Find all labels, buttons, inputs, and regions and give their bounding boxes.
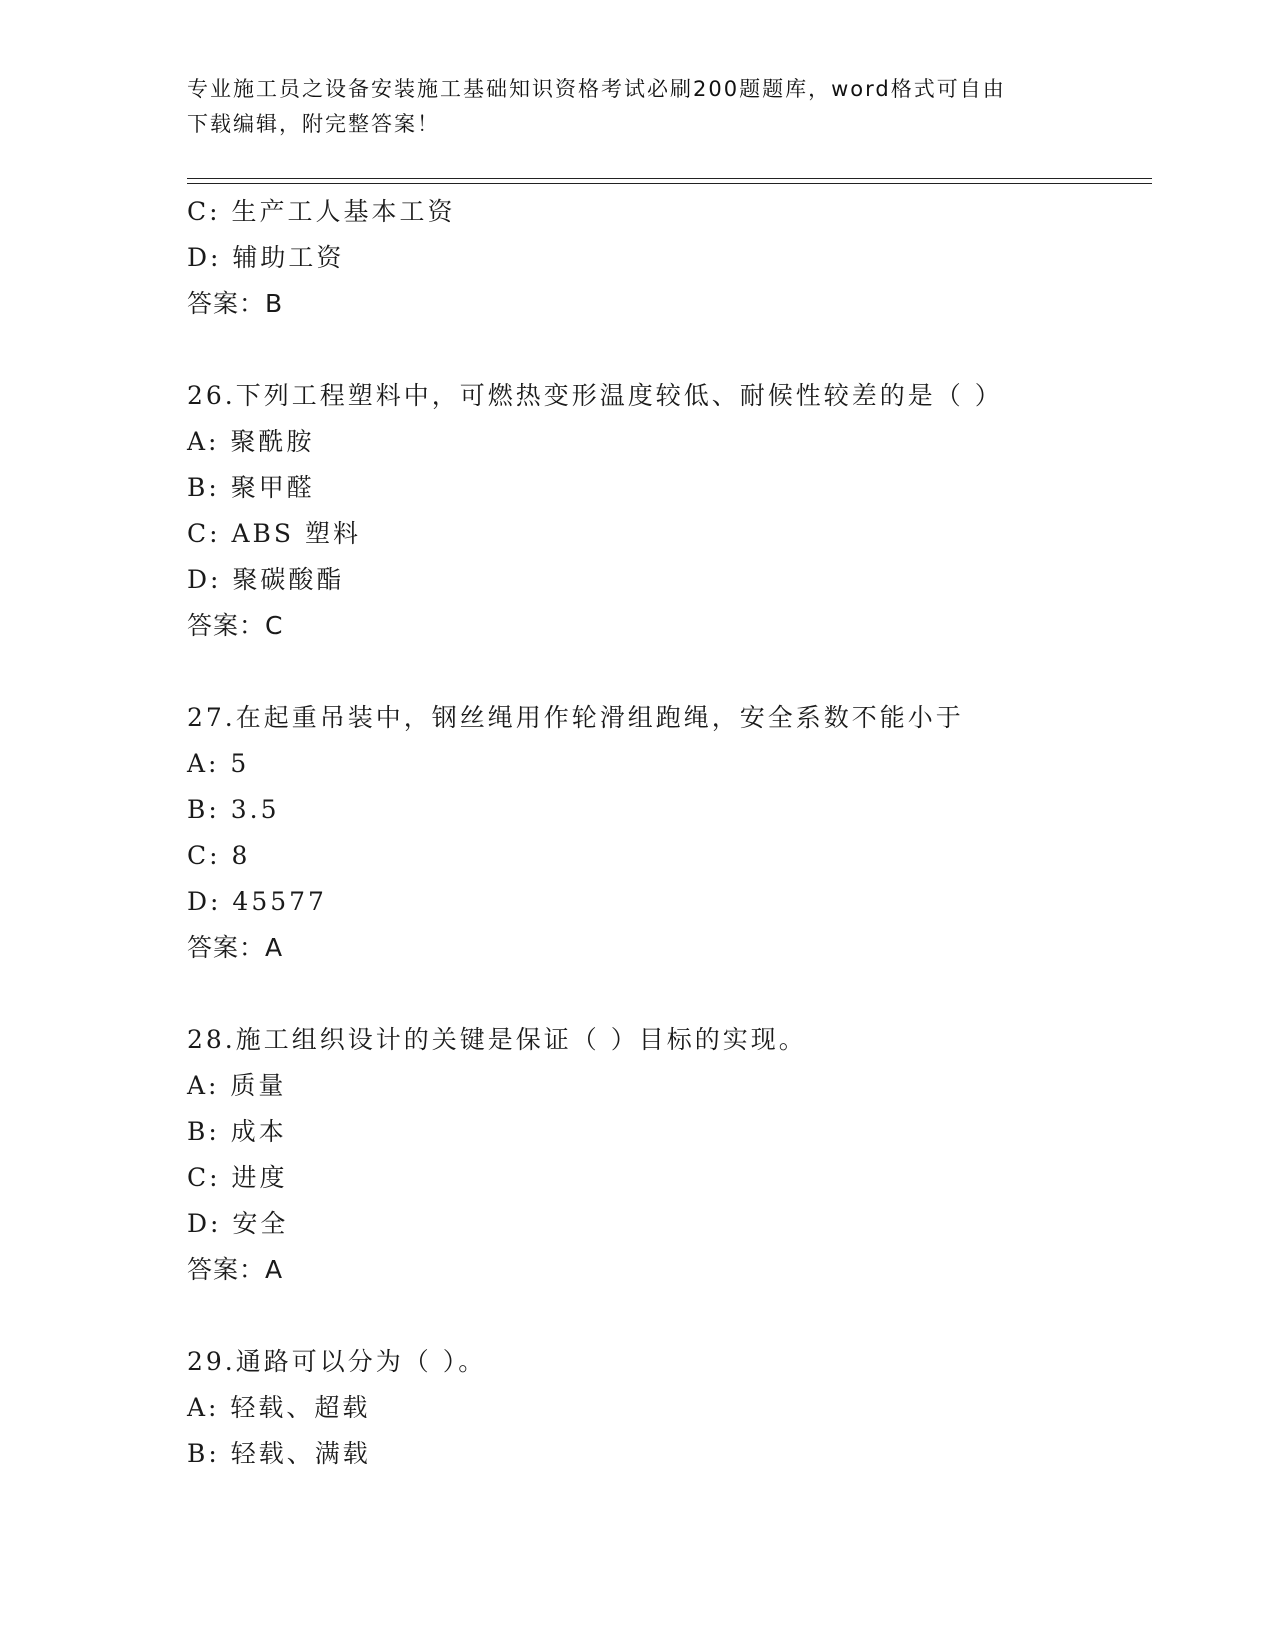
answer: 答案：C: [187, 611, 284, 640]
option-c: C: 生产工人基本工资: [187, 197, 456, 226]
option-a: A: 质量: [187, 1071, 287, 1100]
option-d: D: 聚碳酸酯: [187, 565, 345, 594]
question-28: [187, 1017, 1152, 1293]
question-text: 28.施工组织设计的关键是保证（ ）目标的实现。: [187, 1025, 807, 1054]
spacer: [187, 971, 1152, 1017]
option-c: C: 8: [187, 841, 251, 870]
spacer: [187, 1293, 1152, 1339]
question-text: 26.下列工程塑料中，可燃热变形温度较低、耐候性较差的是（ ）: [187, 381, 1003, 410]
answer: 答案：A: [187, 933, 284, 962]
spacer: [187, 327, 1152, 373]
option-b: B: 成本: [187, 1117, 287, 1146]
option-b: B: 聚甲醛: [187, 473, 315, 502]
question-27: [187, 695, 1152, 971]
answer: 答案：B: [187, 289, 284, 318]
question-25-fragment: [187, 189, 1152, 327]
option-a: A: 5: [187, 749, 250, 778]
option-d: D: 45577: [187, 887, 327, 916]
option-b: B: 轻载、满载: [187, 1439, 371, 1468]
header-line-2: 下载编辑，附完整答案！: [187, 112, 440, 136]
header-line-1: 专业施工员之设备安装施工基础知识资格考试必刷200题题库，word格式可自由: [187, 77, 1006, 101]
option-d: D: 辅助工资: [187, 243, 345, 272]
question-list: [187, 189, 1152, 1477]
question-text: 27.在起重吊装中，钢丝绳用作轮滑组跑绳，安全系数不能小于: [187, 703, 964, 732]
header-divider-bottom: [187, 183, 1152, 184]
header-divider-top: [187, 178, 1152, 179]
document-header: [187, 72, 1067, 142]
question-text: 29.通路可以分为（ ）。: [187, 1347, 487, 1376]
option-c: C: ABS 塑料: [187, 519, 361, 548]
question-29: [187, 1339, 1152, 1477]
option-a: A: 聚酰胺: [187, 427, 315, 456]
answer: 答案：A: [187, 1255, 284, 1284]
option-b: B: 3.5: [187, 795, 280, 824]
option-a: A: 轻载、超载: [187, 1393, 371, 1422]
option-d: D: 安全: [187, 1209, 289, 1238]
spacer: [187, 649, 1152, 695]
option-c: C: 进度: [187, 1163, 288, 1192]
question-26: [187, 373, 1152, 649]
